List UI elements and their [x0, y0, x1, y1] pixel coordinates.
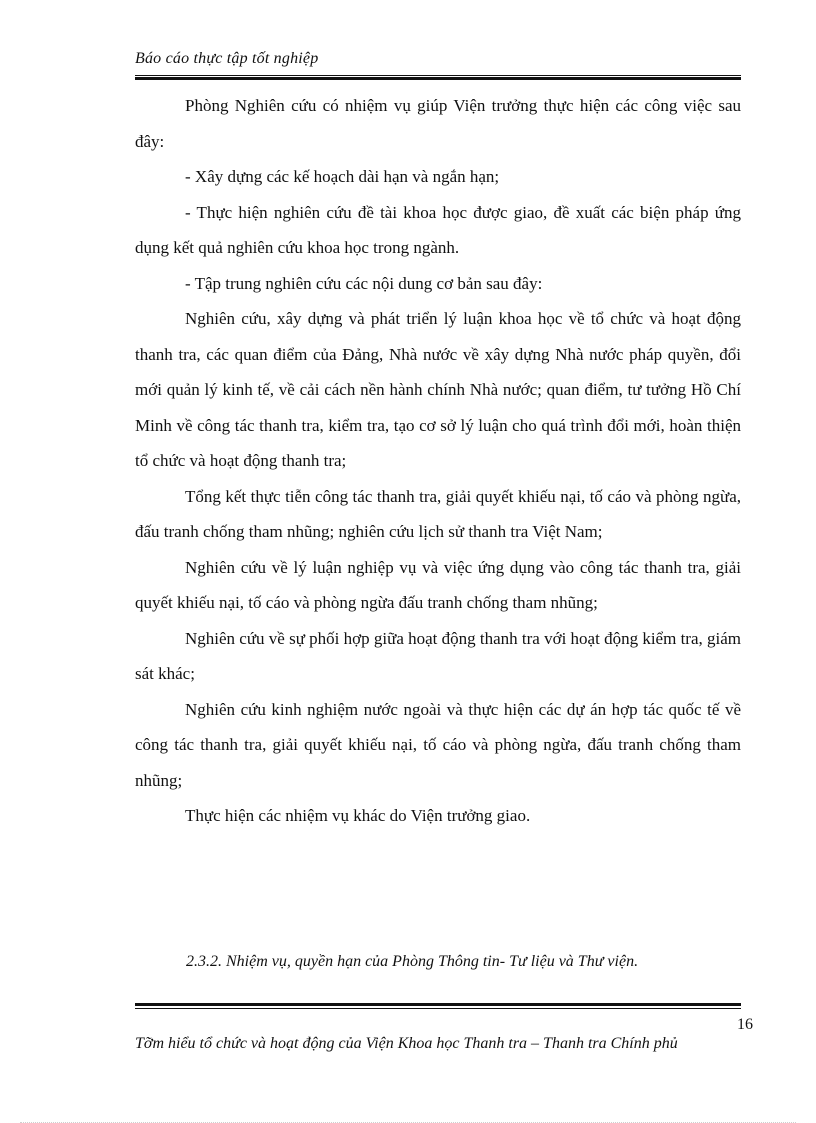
- paragraph: Nghiên cứu về sự phối hợp giữa hoạt động thanh tra với hoạt động kiểm tra, giám sát khác;: [135, 628, 741, 683]
- paragraph: Thực hiện các nhiệm vụ khác do Viện trưởng giao.: [185, 806, 531, 825]
- bullet-item: - Tập trung nghiên cứu các nội dung cơ bản sau đây:: [185, 273, 543, 293]
- bullet-item: - Xây dựng các kế hoạch dài hạn và ngắn hạn;: [185, 167, 500, 186]
- section-heading: 2.3.2. Nhiệm vụ, quyền hạn của Phòng Thông tin- Tư liệu và Thư viện.: [186, 953, 639, 970]
- paragraph: Nghiên cứu về lý luận nghiệp vụ và việc ứng dụng vào công tác thanh tra, giải quyết khiếu nại, tố cáo và phòng ngừa đấu tranh chống tham nhũng;: [135, 557, 741, 612]
- footer-rule-thin: [135, 1008, 741, 1009]
- paragraph: Phòng Nghiên cứu có nhiệm vụ giúp Viện trưởng thực hiện các công việc sau đây:: [135, 96, 741, 151]
- header-rule-thick: [135, 77, 741, 80]
- paragraph: Nghiên cứu kinh nghiệm nước ngoài và thực hiện các dự án hợp tác quốc tế về công tác thanh tra, giải quyết khiếu nại, tố cáo và phòng ngừa, đấu tranh chống tham nhũng;: [135, 699, 741, 790]
- header-title: Báo cáo thực tập tốt nghiệp: [135, 50, 319, 67]
- header-rule-thin: [135, 75, 741, 76]
- paragraph: Nghiên cứu, xây dựng và phát triển lý luận khoa học về tổ chức và hoạt động thanh tra, các quan điểm của Đảng, Nhà nước về xây dựng Nhà nước pháp quyền, đổi mới quản lý kinh tế, về cải cách nền hành chính Nhà nước; quan điểm, tư tưởng Hồ Chí Minh về công tác thanh tra, kiểm tra, tạo cơ sở lý luận cho quá trình đổi mới, hoàn thiện tổ chức và hoạt động thanh tra;: [135, 309, 741, 470]
- document-body: [135, 88, 741, 834]
- footer-title: Tỡm hiểu tổ chức và hoạt động của Viện Khoa học Thanh tra – Thanh tra Chính phủ: [135, 1035, 678, 1052]
- paragraph: Tổng kết thực tiễn công tác thanh tra, giải quyết khiếu nại, tố cáo và phòng ngừa, đấu tranh chống tham nhũng; nghiên cứu lịch sử thanh tra Việt Nam;: [135, 486, 741, 541]
- footer-rule-thick: [135, 1003, 741, 1006]
- bullet-item: - Thực hiện nghiên cứu đề tài khoa học được giao, đề xuất các biện pháp ứng dụng kết quả nghiên cứu khoa học trong ngành.: [135, 202, 741, 257]
- page-number: 16: [737, 1016, 753, 1033]
